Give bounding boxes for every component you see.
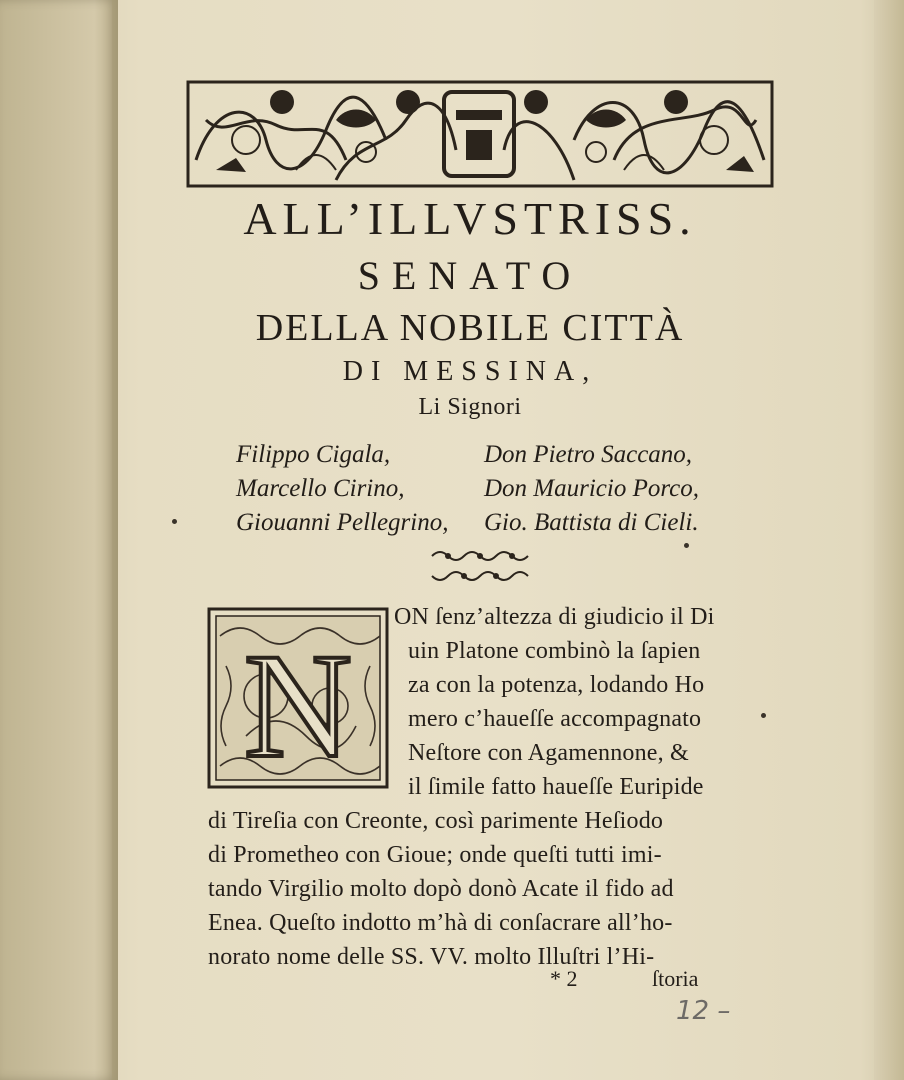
name-right: Don Mauricio Porco, xyxy=(484,475,700,502)
gutter-edge xyxy=(112,0,118,1080)
adjacent-page-edge xyxy=(874,0,904,1080)
name-row xyxy=(236,438,776,472)
name-left: Filippo Cigala, xyxy=(236,441,391,468)
body-line: il ſimile fatto haueſſe Euripide xyxy=(408,774,704,800)
body-line: Enea. Queſto indotto m’hà di conſacrare all’ho- xyxy=(208,910,673,936)
ink-speck xyxy=(684,543,689,548)
title-line-1: ALL’ILLVSTRISS. xyxy=(243,193,697,244)
ink-speck xyxy=(761,713,766,718)
title-line-4: DI MESSINA, xyxy=(342,356,598,387)
woodcut-headpiece-ornament xyxy=(186,80,774,188)
decorated-initial-n xyxy=(206,606,390,790)
body-line: mero c’haueſſe accompagnato xyxy=(408,706,702,732)
body-line: uin Platone combinò la ſapien xyxy=(408,638,701,664)
body-line: za con la potenza, lodando Ho xyxy=(408,672,705,698)
initial-letter: N xyxy=(243,623,353,789)
name-row xyxy=(236,506,776,540)
pencil-annotation: 12 – xyxy=(676,996,731,1026)
title-line-2: SENATO xyxy=(357,253,583,298)
book-gutter xyxy=(0,0,118,1080)
body-line: di Tireſia con Creonte, così parimente Heſiodo xyxy=(208,808,664,834)
name-row xyxy=(236,472,776,506)
name-right: Don Pietro Saccano, xyxy=(484,441,693,468)
body-line: di Prometheo con Gioue; onde queſti tutti imi- xyxy=(208,842,662,868)
name-left: Marcello Cirino, xyxy=(236,475,405,502)
name-left: Giouanni Pellegrino, xyxy=(236,509,449,536)
body-line: tando Virgilio molto dopò donò Acate il fido ad xyxy=(208,876,674,902)
fleuron-ornament xyxy=(428,546,532,586)
senators-list xyxy=(236,438,776,540)
body-line: ON ſenz’altezza di giudicio il Di xyxy=(394,604,715,630)
title-line-5: Li Signori xyxy=(418,394,522,420)
catchword: ſtoria xyxy=(652,966,699,991)
signature-mark: * 2 xyxy=(550,966,578,991)
ink-speck xyxy=(172,519,177,524)
title-line-3: DELLA NOBILE CITTÀ xyxy=(255,307,685,349)
name-right: Gio. Battista di Cieli. xyxy=(484,509,699,536)
body-line: norato nome delle SS. VV. molto Illuſtri l’Hi- xyxy=(208,944,655,970)
body-line: Neſtore con Agamennone, & xyxy=(408,740,689,766)
